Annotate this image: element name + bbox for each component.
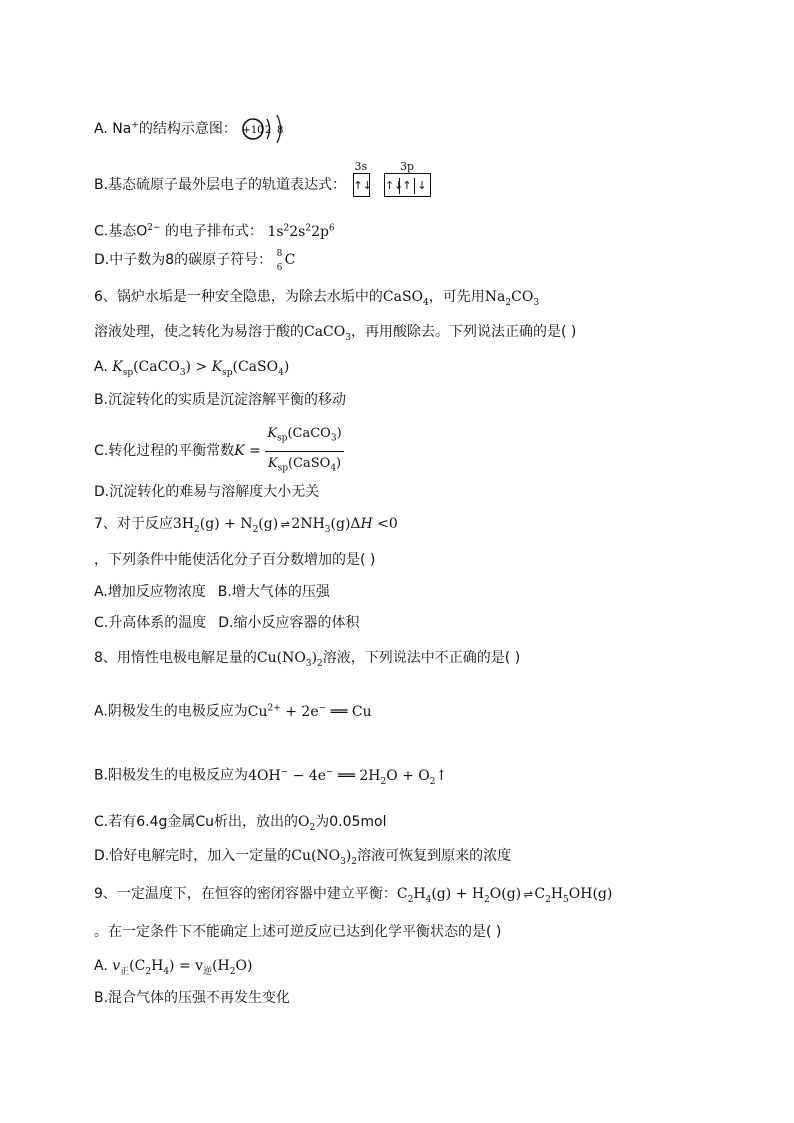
option-6a: A. $K_{sp}(CaCO_3)$ > $K_{sp}(CaSO_4)$ xyxy=(94,359,290,378)
nucleus-charge: +10 xyxy=(242,125,264,136)
question-6-stem-line2: 溶液处理，使之转化为易溶于酸的CaCO$_3$，再用酸除去。下列说法正确的是( ) xyxy=(94,324,577,343)
option-9a: A. $v_正(C_2H_4) = v_逆(H_2O)$ xyxy=(94,958,253,977)
sodium-ion-structure-diagram xyxy=(241,112,293,146)
option-8a: A.阴极发生的电极反应为$Cu^{2+} + 2e^-$ ══ Cu xyxy=(94,703,372,720)
option-5a: A. Na+的结构示意图： +10 2 8 xyxy=(94,112,293,146)
orbital-box: ↑ xyxy=(399,178,415,194)
option-8b: B.阳极发生的电极反应为4OH− − 4e− ══ $2H_2O$ + $O_2↑$ xyxy=(94,767,448,787)
options-7ab xyxy=(94,582,330,602)
electron-configuration: $1s^22s^22p^6$ xyxy=(267,223,335,240)
orbital-box: ↑↓ xyxy=(384,179,404,192)
question-7-stem-line2: ，下列条件中能使活化分子百分数增加的是( ) xyxy=(94,552,376,568)
orbital-diagram-3s: 3s ↑↓ xyxy=(353,173,370,197)
question-9-stem-line1: 9、一定温度下，在恒容的密闭容器中建立平衡：$C_2H_4(g) + H_2O(g)$ ⇌ $C_2H_5OH(g)$ xyxy=(94,886,613,905)
shell-2-electrons: 8 xyxy=(277,125,284,136)
question-7-stem-line1: 7、对于反应$3H_2(g) + N_2(g)$ ⇌ $2NH_3(g)\Delta H <0$ xyxy=(94,516,398,535)
option-5d: D.中子数为8的碳原子符号： 8 6 C xyxy=(94,249,296,273)
option-7a: A.增加反应物浓度 xyxy=(94,584,206,600)
option-5c: C.基态$O^{2-}$ 的电子排布式： $1s^22s^22p^6$ xyxy=(94,223,335,240)
nuclide-symbol: 8 6 C xyxy=(276,249,296,273)
equilibrium-constant-fraction: $\frac{K_{sp}(CaCO_3)}{K_{sp}(CaSO_4)}$ xyxy=(267,426,342,474)
question-6-stem-line1: 6、锅炉水垢是一种安全隐患，为除去水垢中的CaSO$_4$，可先用$Na_2CO_3$ xyxy=(94,289,540,308)
option-6c: C.转化过程的平衡常数K = $\frac{K_{sp}(CaCO_3)}{K_{sp}(CaSO_4)}$ xyxy=(94,424,344,478)
option-8d: D.恰好电解完时，加入一定量的$Cu(NO_3)_2$溶液可恢复到原来的浓度 xyxy=(94,848,512,867)
option-7c: C.升高体系的温度 xyxy=(94,615,207,631)
option-9b: B.混合气体的压强不再发生变化 xyxy=(94,990,291,1006)
option-7d: D.缩小反应容器的体积 xyxy=(218,615,360,631)
option-5b: B.基态硫原子最外层电子的轨道表达式： 3s ↑↓ 3p ↑↓↑ ↓ xyxy=(94,173,431,197)
reaction-equation: $C_2H_4(g) + H_2O(g)$ ⇌ $C_2H_5OH(g)$ xyxy=(396,886,613,905)
question-9-stem-line2: 。在一定条件下不能确定上述可逆反应已达到化学平衡状态的是( ) xyxy=(94,924,502,940)
orbital-box: ↓ xyxy=(414,178,429,194)
option-8c: C.若有6.4g金属Cu析出，放出的$O_2$为0.05mol xyxy=(94,814,387,833)
question-8-stem: 8、用惰性电极电解足量的$Cu(NO_3)_2$溶液，下列说法中不正确的是( ) xyxy=(94,650,521,669)
options-7cd xyxy=(94,613,359,633)
reaction-equation: $3H_2(g) + N_2(g)$ ⇌ $2NH_3(g)\Delta H <0$ xyxy=(172,516,398,535)
option-7b: B.增大气体的压强 xyxy=(217,584,330,600)
shell-1-electrons: 2 xyxy=(265,125,272,136)
option-6d: D.沉淀转化的难易与溶解度大小无关 xyxy=(94,484,320,500)
option-6b: B.沉淀转化的实质是沉淀溶解平衡的移动 xyxy=(94,392,347,408)
orbital-diagram-3p: 3p ↑↓↑ ↓ xyxy=(384,173,431,197)
orbital-box: ↑↓ xyxy=(353,179,372,192)
